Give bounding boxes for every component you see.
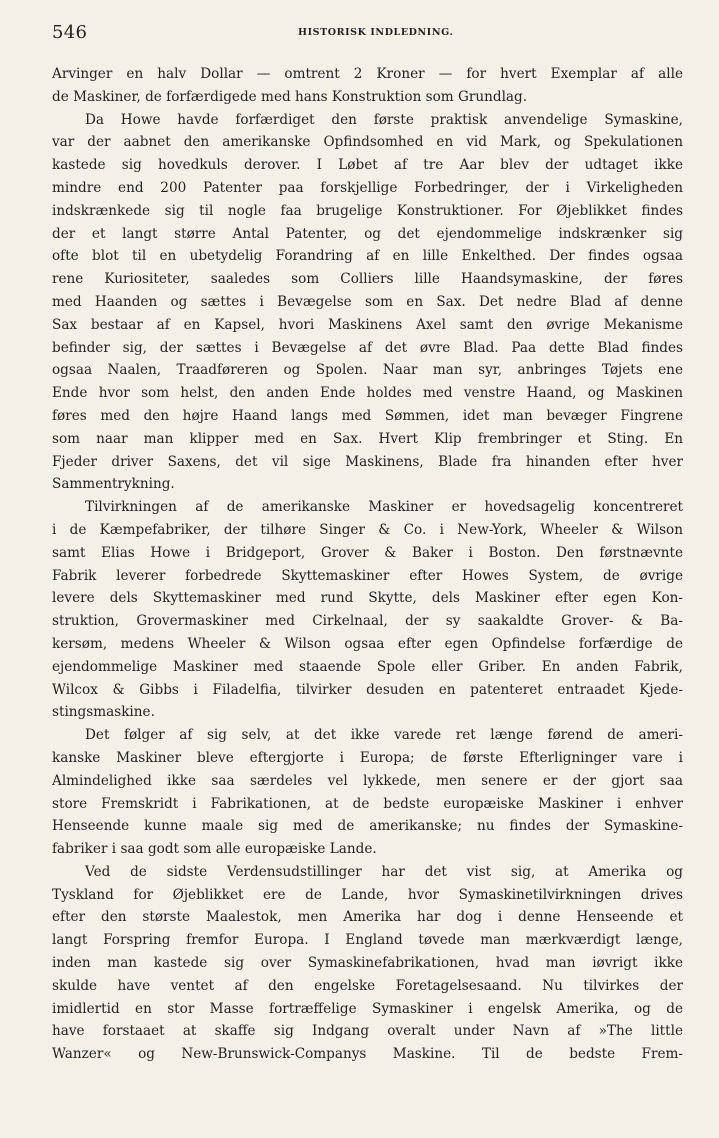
text-line: de Maskiner, de forfærdigede med hans Konstruktion som Grundlag. bbox=[52, 88, 528, 105]
text-line: i de Kæmpefabriker, der tilhøre Singer & Co. i New-York, Wheeler & Wilson bbox=[52, 521, 683, 538]
text-line: Arvinger en halv Dollar — omtrent 2 Kroner — for hvert Exemplar af alle bbox=[52, 66, 683, 82]
text-line: store Fremskridt i Fabrikationen, at de bedste europæiske Maskiner i enhver bbox=[52, 795, 683, 812]
text-line: var der aabnet den amerikanske Opfindsomhed en vid Mark, og Spekulationen bbox=[52, 134, 683, 151]
text-line: mindre end 200 Patenter paa forskjellige Forbedringer, der i Virkeligheden bbox=[52, 179, 683, 196]
text-line: inden man kastede sig over Symaskinefabrikationen, hvad man iøvrigt ikke bbox=[52, 955, 683, 972]
text-line: kersøm, medens Wheeler & Wilson ogsaa efter egen Opfindelse forfærdige de bbox=[52, 635, 683, 652]
text-line: føres med den højre Haand langs med Sømmen, idet man bevæger Fingrene bbox=[52, 407, 683, 424]
text-line: Sammentrykning. bbox=[52, 476, 175, 493]
text-line: kanske Maskiner bleve eftergjorte i Europa; de første Efterligninger vare i bbox=[52, 749, 683, 766]
page-header bbox=[52, 22, 687, 46]
text-line: Fjeder driver Saxens, det vil sige Maskinens, Blade fra hinanden efter hver bbox=[52, 453, 683, 470]
text-line: Henseende kunne maale sig med de amerikanske; nu findes der Symaskine- bbox=[52, 818, 683, 835]
running-head: HISTORISK INDLEDNING. bbox=[298, 27, 454, 38]
text-line: Tilvirkningen af de amerikanske Maskiner er hovedsagelig koncentreret bbox=[85, 499, 683, 516]
text-line: stingsmaskine. bbox=[52, 704, 155, 721]
text-line: Tyskland for Øjeblikket ere de Lande, hvor Symaskinetilvirkningen drives bbox=[52, 886, 683, 903]
text-line: Wanzer« og New-Brunswick-Companys Maskine. Til de bedste Frem- bbox=[52, 1046, 683, 1063]
text-line: som naar man klipper med en Sax. Hvert Klip frembringer et Sting. En bbox=[52, 430, 683, 447]
text-line: fabriker i saa godt som alle europæiske Lande. bbox=[52, 841, 377, 858]
text-line: ejendommelige Maskiner med staaende Spole eller Griber. En anden Fabrik, bbox=[52, 658, 683, 675]
text-line: Fabrik leverer forbedrede Skyttemaskiner efter Howes System, de øvrige bbox=[52, 567, 683, 584]
text-line: der et langt større Antal Patenter, og det ejendommelige indskrænker sig bbox=[52, 225, 683, 242]
text-line: befinder sig, der sættes i Bevægelse af det øvre Blad. Paa dette Blad findes bbox=[52, 339, 683, 356]
text-line: efter den største Maalestok, men Amerika har dog i denne Henseende et bbox=[52, 909, 683, 926]
text-line: struktion, Grovermaskiner med Cirkelnaal, der sy saakaldte Grover- & Ba- bbox=[52, 613, 683, 630]
text-line: Da Howe havde forfærdiget den første praktisk anvendelige Symaskine, bbox=[85, 111, 683, 128]
text-line: ogsaa Naalen, Traadføreren og Spolen. Naar man syr, anbringes Tøjets ene bbox=[52, 362, 683, 379]
text-line: rene Kuriositeter, saaledes som Colliers lille Haandsymaskine, der føres bbox=[52, 271, 683, 288]
text-line: Det følger af sig selv, at det ikke varede ret længe førend de ameri- bbox=[85, 727, 683, 744]
text-line: Wilcox & Gibbs i Filadelfia, tilvirker desuden en patenteret entraadet Kjede- bbox=[52, 681, 683, 698]
body-text bbox=[52, 63, 683, 1066]
text-line: Ved de sidste Verdensudstillinger har det vist sig, at Amerika og bbox=[85, 863, 683, 880]
text-line: levere dels Skyttemaskiner med rund Skytte, dels Maskiner efter egen Kon- bbox=[52, 590, 683, 607]
text-line: have forstaaet at skaffe sig Indgang overalt under Navn af »The little bbox=[52, 1023, 683, 1040]
text-line: med Haanden og sættes i Bevægelse som en Sax. Det nedre Blad af denne bbox=[52, 293, 683, 310]
text-line: kastede sig hovedkuls derover. I Løbet af tre Aar blev der udtaget ikke bbox=[52, 157, 683, 174]
text-line: Almindelighed ikke saa særdeles vel lykkede, men senere er der gjort saa bbox=[52, 772, 683, 789]
text-line: imidlertid en stor Masse fortræffelige Symaskiner i engelsk Amerika, og de bbox=[52, 1000, 683, 1017]
text-line: indskrænkede sig til nogle faa brugelige Konstruktioner. For Øjeblikket findes bbox=[52, 202, 683, 219]
page-number: 546 bbox=[52, 22, 88, 43]
text-line: ofte blot til en ubetydelig Forandring af en lille Enkelthed. Der findes ogsaa bbox=[52, 248, 683, 265]
text-line: Sax bestaar af en Kapsel, hvori Maskinens Axel samt den øvrige Mekanisme bbox=[52, 316, 683, 333]
text-line: samt Elias Howe i Bridgeport, Grover & Baker i Boston. Den førstnævnte bbox=[52, 544, 683, 561]
text-line: Ende hvor som helst, den anden Ende holdes med venstre Haand, og Maskinen bbox=[52, 385, 683, 402]
text-line: skulde have ventet af den engelske Foretagelsesaand. Nu tilvirkes der bbox=[52, 977, 683, 994]
text-line: langt Forspring fremfor Europa. I England tøvede man mærkværdigt længe, bbox=[52, 932, 683, 949]
